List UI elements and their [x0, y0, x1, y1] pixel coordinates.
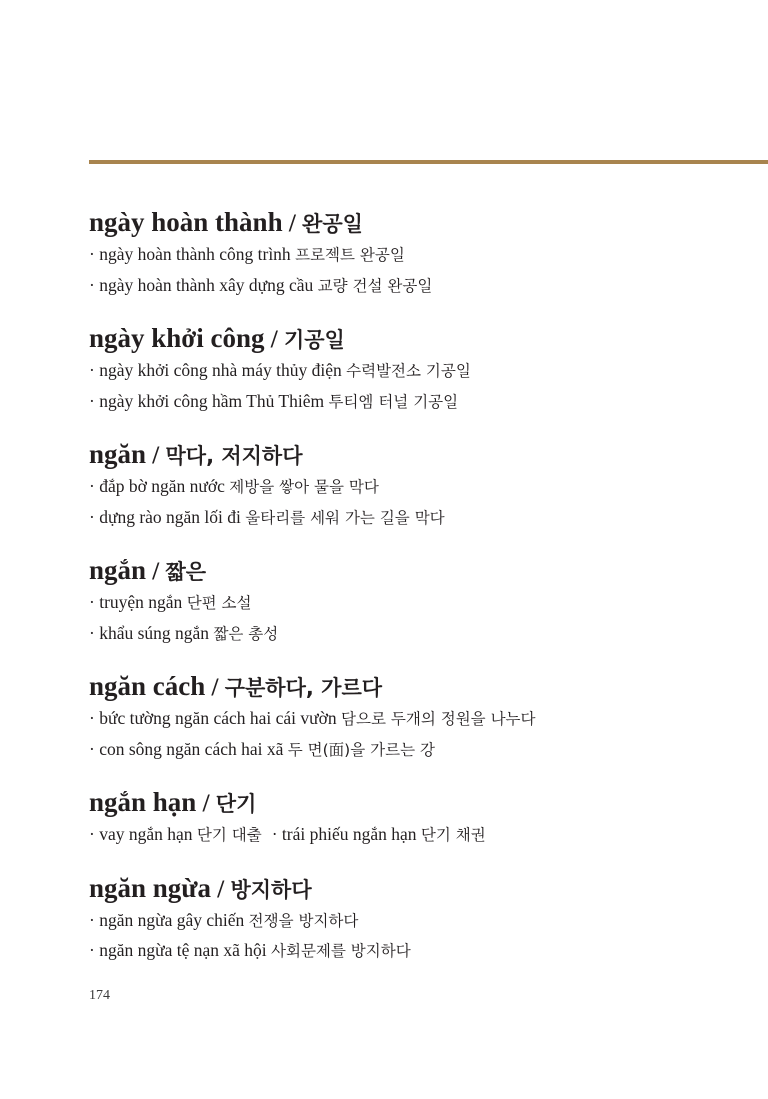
example-vietnamese: trái phiếu ngắn hạn — [281, 824, 417, 844]
page-number: 174 — [89, 988, 110, 1003]
example-korean: 수력발전소 기공일 — [346, 362, 471, 380]
example-korean: 전쟁을 방지하다 — [248, 911, 359, 930]
meaning: 막다, 저지하다 — [165, 444, 303, 468]
example: · con sông ngăn cách hai xã 두 면(面)을 가르는 강 — [89, 738, 435, 759]
example: · ngày khởi công hầm Thủ Thiêm 투티엠 터널 기공일 — [89, 390, 459, 411]
example: · ngày khởi công nhà máy thủy điện 수력발전소 기공일 — [89, 360, 471, 380]
example: · ngày hoàn thành công trình 프로젝트 완공일 — [89, 244, 405, 264]
example-vietnamese: con sông ngăn cách hai xã — [99, 738, 284, 759]
meaning: 구분하다, 가르다 — [224, 676, 383, 700]
example-vietnamese: ngày khởi công nhà máy thủy điện — [99, 360, 342, 380]
example-korean: 교량 건설 완공일 — [317, 276, 433, 295]
example: · đắp bờ ngăn nước 제방을 쌓아 물을 막다 — [89, 476, 379, 496]
example: · bức tường ngăn cách hai cái vườn 담으로 두개의 정원을 나누다 — [89, 708, 536, 728]
entry: ngăn cách / 구분하다, 가르다 · bức tường ngăn cách hai cái vườn 담으로 두개의 정원을 나누다 · con sông ngăn cách hai xã 두 면(面)을 가르는 강 — [89, 670, 749, 765]
example: · dựng rào ngăn lối đi 울타리를 세워 가는 길을 막다 — [89, 506, 445, 527]
headword: ngắn hạn — [89, 787, 197, 817]
entry: ngăn ngừa / 방지하다 · ngăn ngừa gây chiến 전쟁을 방지하다 · ngăn ngừa tệ nạn xã hội 사회문제를 방지하다 — [89, 872, 749, 967]
example: · ngăn ngừa tệ nạn xã hội 사회문제를 방지하다 — [89, 940, 411, 960]
example: · ngày hoàn thành xây dựng cầu 교량 건설 완공일 — [89, 274, 433, 295]
meaning: 완공일 — [302, 212, 363, 236]
example: · truyện ngắn 단편 소설 — [89, 592, 252, 612]
header-rule — [89, 160, 768, 164]
example-vietnamese: khẩu súng ngắn — [99, 622, 210, 643]
entry: ngày khởi công / 기공일 · ngày khởi công nhà máy thủy điện 수력발전소 기공일 · ngày khởi công hầm Thủ Thiêm 투티엠 터널 기공일 — [89, 322, 749, 417]
example-vietnamese: ngày hoàn thành công trình — [99, 244, 291, 264]
meaning: 기공일 — [283, 328, 345, 352]
example-vietnamese: truyện ngắn — [99, 592, 183, 612]
example-vietnamese: ngày hoàn thành xây dựng cầu — [99, 274, 314, 295]
example-vietnamese: vay ngắn hạn — [99, 824, 193, 844]
example-vietnamese: ngăn ngừa gây chiến — [99, 909, 245, 930]
dictionary-entries — [89, 206, 749, 967]
example-korean: 단편 소설 — [186, 594, 252, 612]
entry: ngắn / 짧은 · truyện ngắn 단편 소설 · khẩu súng ngắn 짧은 총성 — [89, 554, 749, 649]
example-korean: 담으로 두개의 정원을 나누다 — [341, 710, 536, 728]
example-korean: 짧은 총성 — [213, 624, 279, 643]
example-korean: 사회문제를 방지하다 — [271, 942, 411, 960]
headword: ngăn — [89, 439, 147, 469]
example-korean: 제방을 쌓아 물을 막다 — [229, 478, 379, 496]
entry: ngăn / 막다, 저지하다 · đắp bờ ngăn nước 제방을 쌓아 물을 막다 · dựng rào ngăn lối đi 울타리를 세워 가는 길을 막다 — [89, 438, 749, 533]
example-korean: 단기 채권 — [420, 826, 486, 844]
example: · khẩu súng ngắn 짧은 총성 — [89, 622, 279, 643]
meaning: 짧은 — [165, 560, 207, 584]
example-vietnamese: đắp bờ ngăn nước — [99, 476, 225, 496]
example-vietnamese: ngày khởi công hầm Thủ Thiêm — [99, 390, 325, 411]
headword: ngăn cách — [89, 671, 206, 701]
meaning: 단기 — [215, 792, 257, 816]
example: · vay ngắn hạn 단기 대출 · trái phiếu ngắn hạn 단기 채권 — [89, 824, 486, 844]
headword: ngắn — [89, 555, 147, 585]
example-vietnamese: bức tường ngăn cách hai cái vườn — [99, 708, 337, 728]
example-korean: 투티엠 터널 기공일 — [328, 392, 459, 411]
headword: ngày hoàn thành — [89, 207, 283, 237]
headword: ngày khởi công — [89, 323, 265, 353]
example: · ngăn ngừa gây chiến 전쟁을 방지하다 — [89, 909, 359, 930]
headword: ngăn ngừa — [89, 872, 212, 903]
example-vietnamese: dựng rào ngăn lối đi — [99, 506, 241, 527]
example-korean: 두 면(面)을 가르는 강 — [287, 740, 435, 759]
entry: ngày hoàn thành / 완공일 · ngày hoàn thành công trình 프로젝트 완공일 · ngày hoàn thành xây dựng cầu 교량 건설 완공일 — [89, 206, 749, 301]
entry: ngắn hạn / 단기 · vay ngắn hạn 단기 대출 · trái phiếu ngắn hạn 단기 채권 — [89, 786, 749, 851]
example-korean: 프로젝트 완공일 — [295, 246, 405, 264]
example-vietnamese: ngăn ngừa tệ nạn xã hội — [99, 940, 267, 960]
meaning: 방지하다 — [230, 877, 312, 902]
example-korean: 단기 대출 — [196, 826, 262, 844]
example-korean: 울타리를 세워 가는 길을 막다 — [245, 508, 445, 527]
